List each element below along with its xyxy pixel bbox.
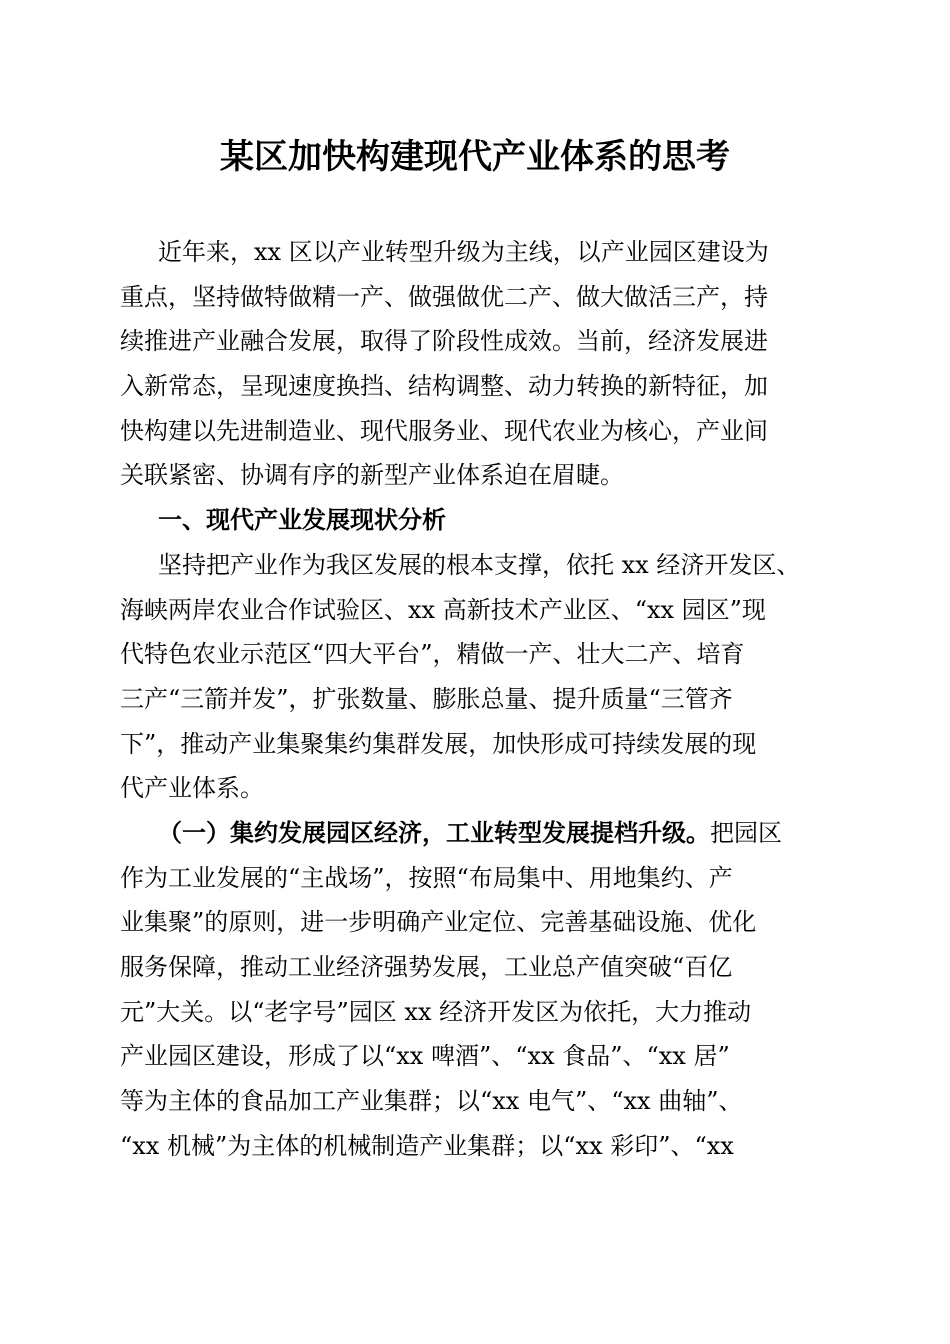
section-1-line-2: 海峡两岸农业合作试验区、xx 高新技术产业区、“xx 园区”现 bbox=[120, 596, 766, 624]
subsection-1-line-3: 业集聚”的原则，进一步明确产业定位、完善基础设施、优化 bbox=[120, 908, 757, 936]
section-1-line-5: 下”，推动产业集聚集约集群发展，加快形成可持续发展的现 bbox=[120, 730, 757, 758]
subsection-1-line-6: 产业园区建设，形成了以“xx 啤酒”、“xx 食品”、“xx 居” bbox=[120, 1042, 730, 1070]
section-1-line-4: 三产“三箭并发”，扩张数量、膨胀总量、提升质量“三管齐 bbox=[120, 685, 733, 713]
intro-line-4: 入新常态，呈现速度换挡、结构调整、动力转换的新特征，加 bbox=[120, 372, 768, 400]
section-1-line-3: 代特色农业示范区“四大平台”，精做一产、壮大二产、培育 bbox=[120, 640, 745, 668]
intro-line-5: 快构建以先进制造业、现代服务业、现代农业为核心，产业间 bbox=[120, 417, 768, 445]
intro-line-6: 关联紧密、协调有序的新型产业体系迫在眉睫。 bbox=[120, 461, 624, 489]
subsection-1-line-8: “xx 机械”为主体的机械制造产业集群；以“xx 彩印”、“xx bbox=[120, 1132, 734, 1160]
section-1-line-1: 坚持把产业作为我区发展的根本支撑，依托 xx 经济开发区、 bbox=[158, 551, 801, 579]
intro-line-2: 重点，坚持做特做精一产、做强做优二产、做大做活三产，持 bbox=[120, 283, 768, 311]
intro-line-1: 近年来，xx 区以产业转型升级为主线，以产业园区建设为 bbox=[158, 238, 769, 266]
subsection-1-line-7: 等为主体的食品加工产业集群；以“xx 电气”、“xx 曲轴”、 bbox=[120, 1087, 743, 1115]
intro-line-3: 续推进产业融合发展，取得了阶段性成效。当前，经济发展进 bbox=[120, 327, 768, 355]
subsection-1-line-5: 元”大关。以“老字号”园区 xx 经济开发区为依托，大力推动 bbox=[120, 998, 752, 1026]
document-title: 某区加快构建现代产业体系的思考 bbox=[220, 137, 730, 177]
subsection-1-first-line bbox=[158, 817, 782, 849]
subsection-1-line-4: 服务保障，推动工业经济强势发展，工业总产值突破“百亿 bbox=[120, 953, 733, 981]
subsection-1-heading: （一）集约发展园区经济，工业转型发展提档升级。 bbox=[158, 818, 710, 847]
subsection-1-line-2: 作为工业发展的“主战场”，按照“布局集中、用地集约、产 bbox=[120, 864, 733, 892]
section-1-heading: 一、现代产业发展现状分析 bbox=[158, 505, 446, 534]
subsection-1-first-line-rest: 把园区 bbox=[710, 819, 782, 847]
section-1-line-6: 代产业体系。 bbox=[120, 774, 264, 802]
